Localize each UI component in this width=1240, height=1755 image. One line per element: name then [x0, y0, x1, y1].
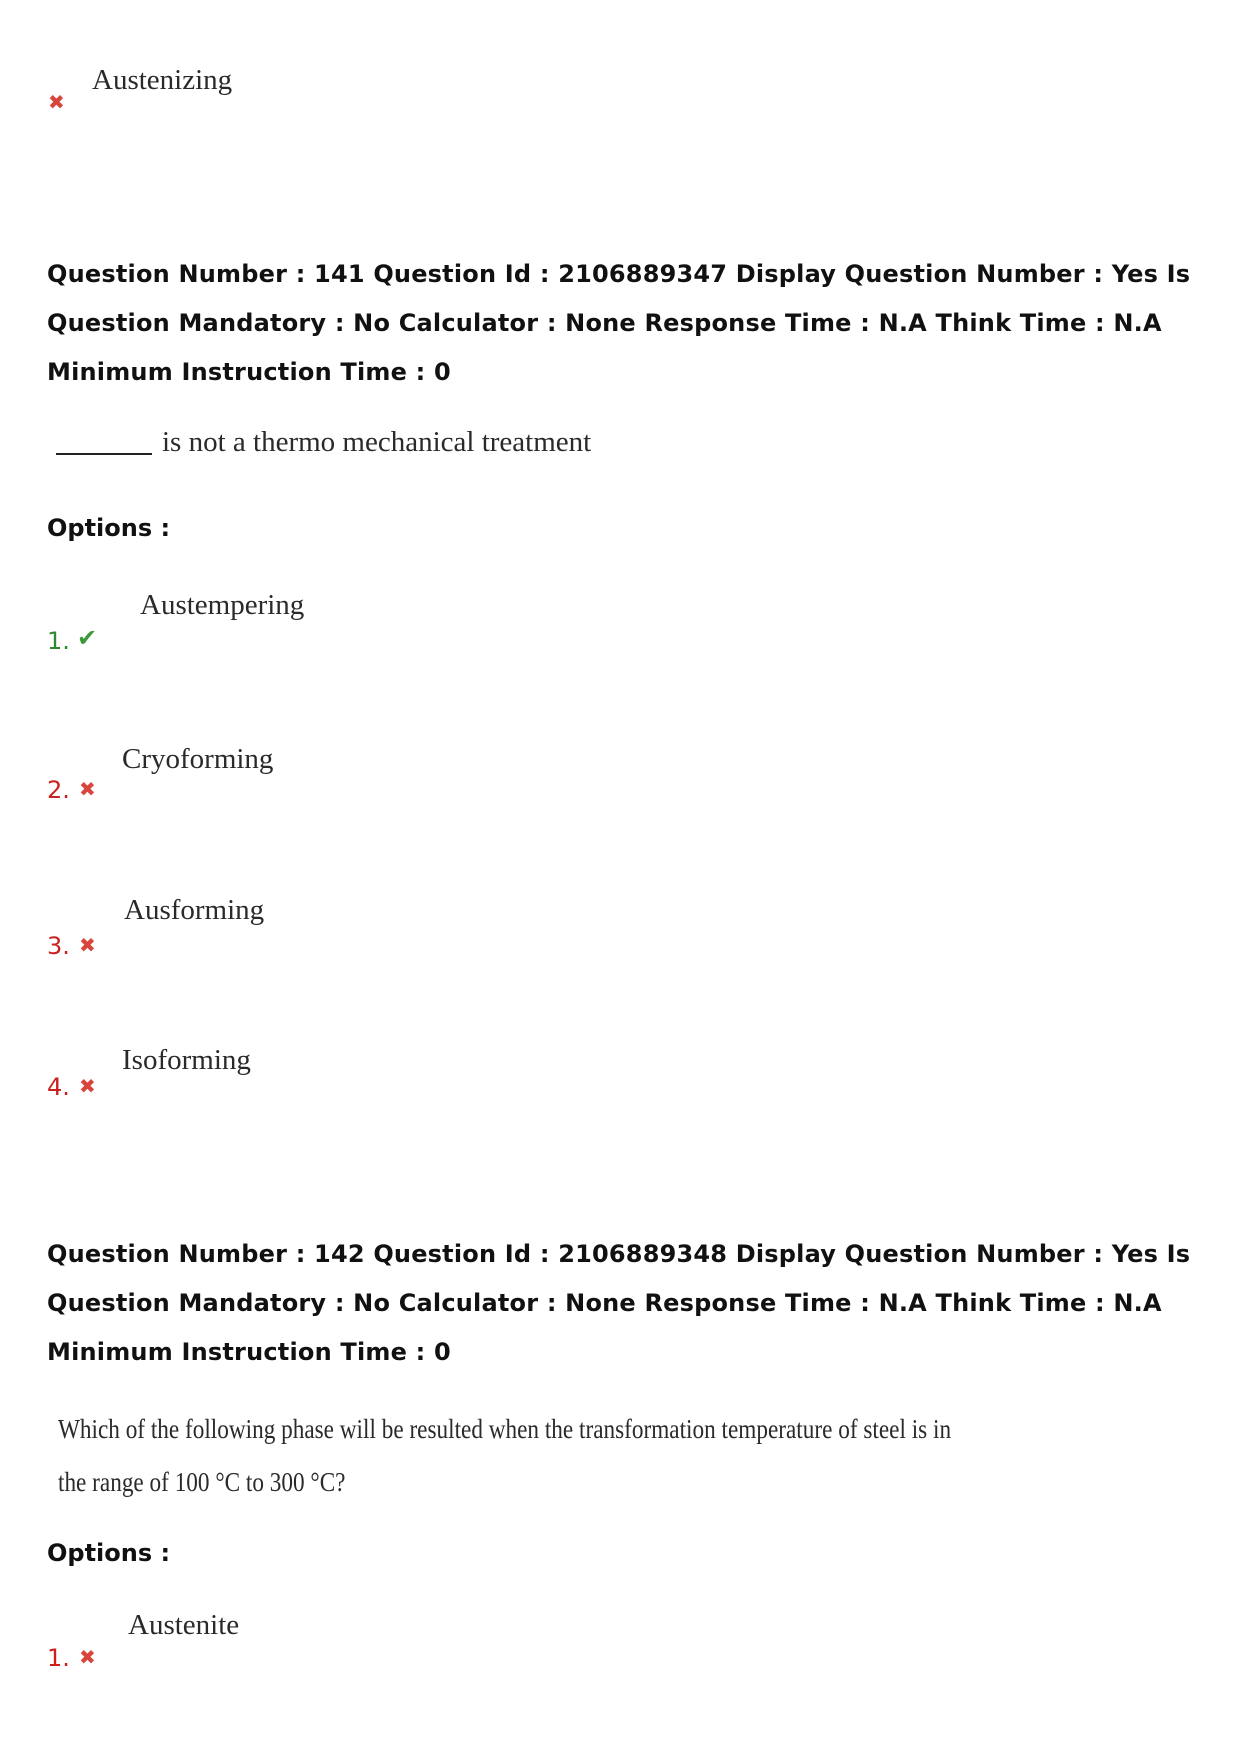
question-141-text — [56, 426, 591, 459]
correct-check-icon: ✔ — [77, 624, 98, 652]
wrong-mark-icon: ✖ — [79, 1645, 96, 1669]
wrong-mark-icon: ✖ — [79, 777, 96, 801]
option-text: Austenite — [128, 1609, 240, 1641]
option-text: Austempering — [140, 589, 305, 621]
question-142-line-2: the range of 100 °C to 300 °C? — [58, 1467, 346, 1497]
option-number: 3. — [47, 932, 70, 960]
question-142-options-label: Options : — [47, 1539, 171, 1567]
wrong-mark-icon: ✖ — [79, 933, 96, 957]
option-text: Ausforming — [124, 894, 265, 926]
option-number: 1. — [47, 1644, 70, 1672]
question-141-meta: Question Number : 141 Question Id : 2106889347 Display Question Number : Yes Is Question Mandatory : No Calculator : None Response Time : N.A Think Time : N.A Minimum Instruction Time : 0 — [47, 260, 1191, 386]
answer-blank — [56, 453, 152, 455]
question-141-options-label: Options : — [47, 514, 171, 542]
option-text: Cryoforming — [122, 743, 274, 775]
question-142-meta: Question Number : 142 Question Id : 2106889348 Display Question Number : Yes Is Question Mandatory : No Calculator : None Response Time : N.A Think Time : N.A Minimum Instruction Time : 0 — [47, 1240, 1191, 1366]
prev-option-text: Austenizing — [92, 64, 233, 96]
option-text: Isoforming — [122, 1044, 251, 1076]
option-number: 4. — [47, 1073, 70, 1101]
option-number: 2. — [47, 776, 70, 804]
option-number: 1. — [47, 627, 70, 655]
question-141-statement: is not a thermo mechanical treatment — [162, 426, 592, 458]
wrong-mark-icon: ✖ — [79, 1074, 96, 1098]
wrong-mark-icon: ✖ — [48, 90, 65, 114]
question-142-line-1: Which of the following phase will be resulted when the transformation temperature of steel is in — [58, 1414, 952, 1444]
